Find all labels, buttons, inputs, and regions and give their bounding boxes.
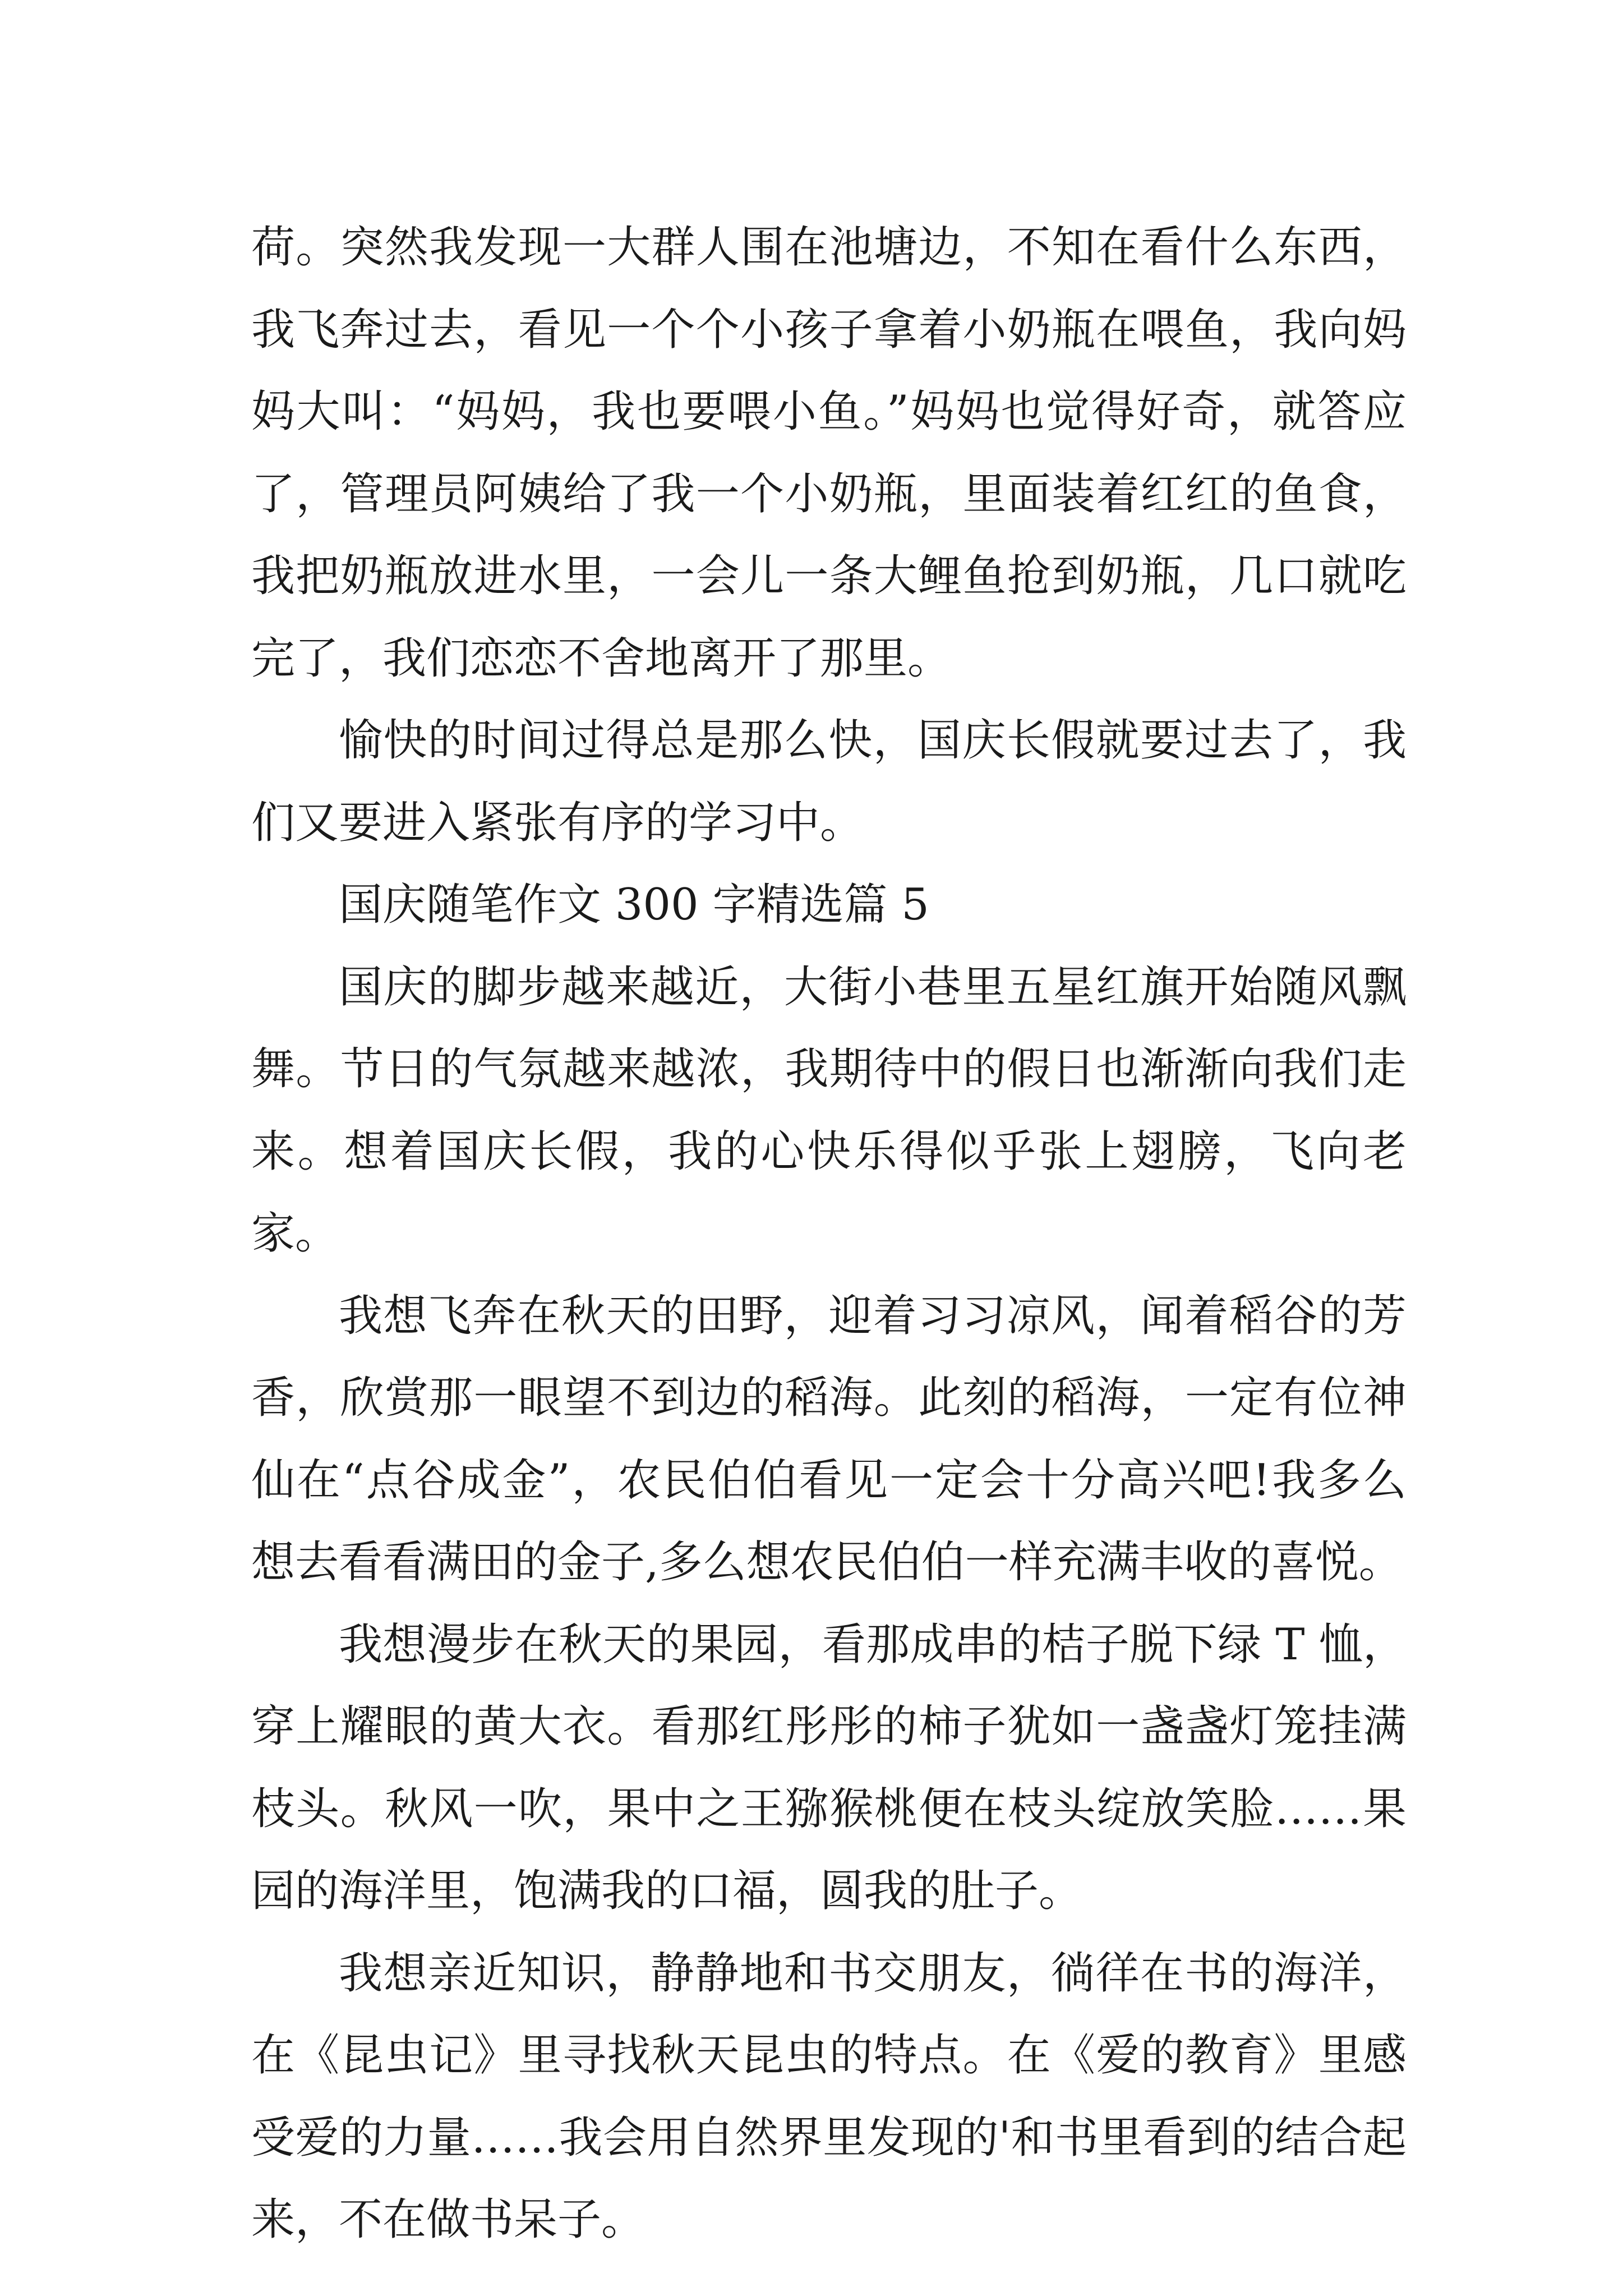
paragraph: 我想漫步在秋天的果园，看那成串的桔子脱下绿 T 恤，穿上耀眼的黄大衣。看那红彤彤的柿子犹如一盏盏灯笼挂满枝头。秋风一吹，果中之王猕猴桃便在枝头绽放笑脸……果园的海洋里，饱满我的口福，圆我的肚子。 — [251, 1619, 1407, 1916]
section-heading: 国庆随笔作文 300 字精选篇 5 — [339, 880, 929, 930]
paragraph: 愉快的时间过得总是那么快，国庆长假就要过去了，我们又要进入紧张有序的学习中。 — [251, 715, 1407, 848]
paragraph: 荷。突然我发现一大群人围在池塘边，不知在看什么东西，我飞奔过去，看见一个个小孩子拿着小奶瓶在喂鱼，我向妈妈大叫：“妈妈，我也要喂小鱼。”妈妈也觉得好奇，就答应了，管理员阿姨给了我一个小奶瓶，里面装着红红的鱼食，我把奶瓶放进水里，一会儿一条大鲤鱼抢到奶瓶，几口就吃完了，我们恋恋不舍地离开了那里。 — [251, 222, 1407, 684]
document-body — [251, 206, 1407, 2261]
paragraph: 国庆的脚步越来越近，大街小巷里五星红旗开始随风飘舞。节日的气氛越来越浓，我期待中的假日也渐渐向我们走来。想着国庆长假，我的心快乐得似乎张上翅膀，飞向老家。 — [251, 961, 1407, 1259]
paragraph: 我想亲近知识，静静地和书交朋友，徜徉在书的海洋，在《昆虫记》里寻找秋天昆虫的特点。在《爱的教育》里感受爱的力量……我会用自然界里发现的'和书里看到的结合起来，不在做书呆子。 — [251, 1948, 1407, 2245]
paragraph: 我想飞奔在秋天的田野，迎着习习凉风，闻着稻谷的芳香，欣赏那一眼望不到边的稻海。此刻的稻海，一定有位神仙在“点谷成金”，农民伯伯看见一定会十分高兴吧!我多么想去看看满田的金子,多么想农民伯伯一样充满丰收的喜悦。 — [251, 1290, 1407, 1588]
